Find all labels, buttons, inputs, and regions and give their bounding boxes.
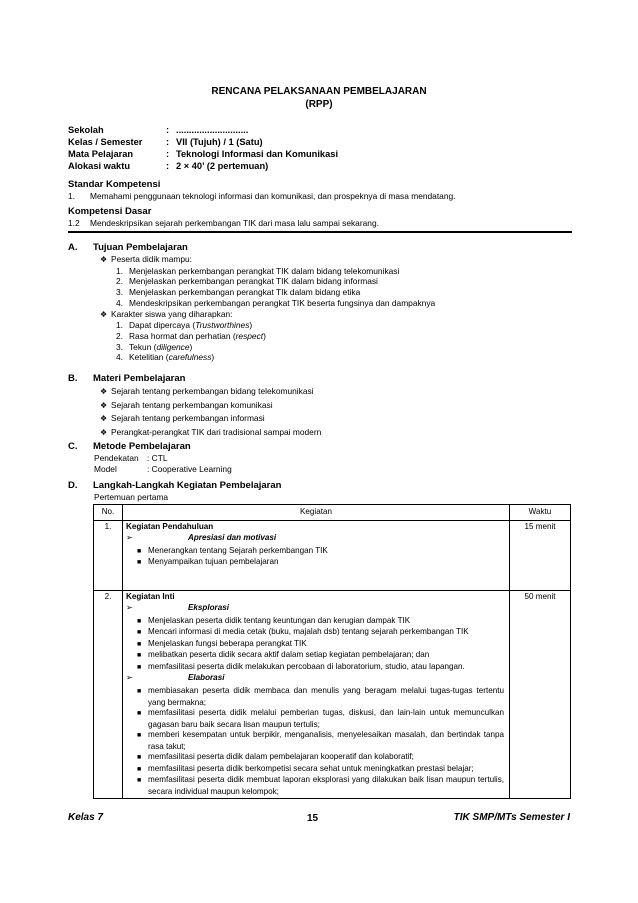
diamond-bullet-icon: ❖ [100,387,108,396]
arrow-item: ➢ Elaborasi [126,673,225,682]
list-item: 4. Ketelitian (carefulness) [116,352,215,363]
kompetensi-dasar [68,206,379,229]
identity-row: Alokasi waktu : 2 × 40’ (2 pertemuan) [68,161,269,171]
square-bullet-icon: ■ [137,710,142,717]
diamond-bullet-icon: ❖ [100,400,108,410]
identity-row: Kelas / Semester : VII (Tujuh) / 1 (Satu) [68,137,263,147]
identity-label: Mata Pelajaran [68,149,134,159]
square-bullet-icon: ■ [137,629,142,636]
list-item: 2. Menjelaskan perkembangan perangkat TIK dalam bidang informasi [116,276,378,287]
section-materi [68,373,321,439]
bullet-item: ❖ Perangkat-perangkat TIK dari tradisional sampai modern [68,426,321,440]
square-bullet-icon: ■ [137,663,142,671]
table-row [94,521,571,591]
square-bullet-icon: ■ [137,559,142,566]
table-header-row [94,505,571,521]
bullet-item: ❖ Sejarah tentang perkembangan informasi [68,412,321,426]
section-letter: B. [68,373,78,384]
arrow-bullet-icon: ➢ [126,673,133,682]
standar-kompetensi-heading: Standar Kompetensi [68,179,161,190]
diamond-bullet-icon: ❖ [100,427,108,437]
list-item: ■ Mencari informasi di media cetak (buku, majalah dsb) tentang sejarah perkembangan TIK [126,627,506,639]
diamond-bullet-icon: ❖ [100,309,108,319]
bullet-item: ❖ Peserta didik mampu: [100,254,192,264]
section-heading: Langkah-Langkah Kegiatan Pembelajaran [93,480,282,491]
list-item: ■ memfasilitasi peserta didik melakukan percobaan di laboratorium, studio, atau lapangan. [126,662,506,674]
identity-value: 2 × 40’ (2 pertemuan) [176,161,269,171]
method-row: Pendekatan : CTL [94,453,168,463]
square-bullet-icon: ■ [137,777,142,784]
identity-block [68,124,338,172]
identity-row: Sekolah : ............................ [68,125,249,135]
diamond-bullet-icon: ❖ [100,414,108,424]
document-title [60,85,578,111]
square-bullet-icon: ■ [137,640,142,648]
row-duration: 50 menit [510,591,571,799]
list-item: 4. Mendeskripsikan perkembangan perangkat TIK beserta fungsinya dan dampaknya [116,297,436,308]
list-item: ■ Menyampaikan tujuan pembelajaran [126,557,506,569]
table-row [94,591,571,799]
square-bullet-icon: ■ [137,617,142,625]
identity-label: Alokasi waktu [68,161,131,171]
diamond-bullet-icon: ❖ [100,255,108,264]
list-item: ■ memfasilitasi peserta didik melalui pemberian tugas, diskusi, dan lain-lain untuk memunculkan gagasan baru baik secara lisan maupun tertulis; [137,708,504,729]
list-item: ■ melibatkan peserta didik secara aktif dalam setiap kegiatan pembelajaran; dan [126,650,506,662]
section-tujuan [68,242,435,363]
row-duration: 15 menit [510,521,571,591]
list-item: ■ memfasilitasi peserta didik berkompetisi secara sehat untuk meningkatkan prestasi belajar; [126,764,506,776]
activity-table [93,504,571,799]
activity-title: Kegiatan Pendahuluan [126,522,214,531]
bullet-item: ❖ Sejarah tentang perkembangan komunikasi [68,399,321,413]
list-item: ■ memfasilitasi peserta didik membuat laporan eksplorasi yang dilakukan baik lisan maupun tertulis, secara individual maupun kelompok; [137,775,504,796]
identity-row: Mata Pelajaran : Teknologi Informasi dan Komunikasi [68,149,339,159]
list-item: ■ memfasilitasi peserta didik dalam pembelajaran kooperatif dan kolaboratif; [126,752,506,764]
page-number: 15 [307,813,319,824]
section-heading: Tujuan Pembelajaran [93,242,188,253]
square-bullet-icon: ■ [137,688,142,695]
kd-text: Mendeskripsikan sejarah perkembangan TIK dari masa lalu sampai sekarang. [90,218,379,228]
row-number: 2. [94,591,123,799]
identity-value: VII (Tujuh) / 1 (Satu) [176,137,263,147]
meeting-label: Pertemuan pertama [94,492,169,502]
sk-number: 1. [68,191,75,201]
section-langkah [68,480,281,503]
list-item: ■ Menjelaskan peserta didik tentang keuntungan dan kerugian dampak TIK [126,616,506,628]
identity-value: Teknologi Informasi dan Komunikasi [176,149,339,159]
divider-rule [68,231,572,233]
list-item: 3. Menjelaskan perkembangan perangkat TIk dalam bidang etika [116,287,361,298]
arrow-bullet-icon: ➢ [126,602,133,612]
list-item: 1. Menjelaskan perkembangan perangkat TIK dalam bidang telekomunikasi [116,265,400,276]
square-bullet-icon: ■ [137,652,142,659]
kompetensi-dasar-heading: Kompetensi Dasar [68,206,152,217]
square-bullet-icon: ■ [137,732,142,739]
square-bullet-icon: ■ [137,754,142,761]
section-letter: C. [68,441,78,452]
identity-label: Kelas / Semester [68,137,143,147]
title-line-1: RENCANA PELAKSANAAN PEMBELAJARAN [211,86,427,97]
list-item: ■ Menerangkan tentang Sejarah perkembangan TIK [126,546,506,558]
list-item: ■ membiasakan peserta didik membaca dan menulis yang beragam melalui tugas-tugas tertentu yang bermakna; [137,686,504,707]
footer-right: TIK SMP/MTs Semester I [453,812,570,823]
section-metode [68,441,232,474]
section-letter: D. [68,480,78,491]
square-bullet-icon: ■ [137,547,142,555]
header-kegiatan: Kegiatan [123,505,510,521]
row-number: 1. [94,521,123,591]
identity-label: Sekolah [68,125,104,135]
list-item: ■ memberi kesempatan untuk berpikir, menganalisis, menyelesaikan masalah, dan bertindak tanpa rasa takut; [137,730,504,751]
list-item: 3. Tekun (diligence) [116,341,193,352]
footer-left: Kelas 7 [68,812,104,823]
bullet-item: ❖ Karakter siswa yang diharapkan: [100,308,233,319]
section-heading: Materi Pembelajaran [93,373,186,384]
standar-kompetensi [68,179,455,202]
section-heading: Metode Pembelajaran [93,441,191,452]
list-item: ■ Menjelaskan fungsi beberapa perangkat TIK [126,639,506,651]
header-waktu: Waktu [510,505,571,521]
list-item: 2. Rasa hormat dan perhatian (respect) [116,330,266,341]
row-activity [123,521,510,591]
section-letter: A. [68,242,78,253]
arrow-item: ➢ Eksplorasi [126,602,229,612]
list-item: 1. Dapat dipercaya (Trustworthines) [116,320,253,331]
arrow-bullet-icon: ➢ [126,532,133,542]
sk-text: Memahami penggunaan teknologi informasi dan komunikasi, dan prospeknya di masa mendatang. [90,191,456,201]
kd-number: 1.2 [68,218,80,228]
header-no: No. [94,505,123,521]
square-bullet-icon: ■ [137,765,142,773]
identity-value: ............................ [176,125,249,135]
method-row: Model : Cooperative Learning [94,463,232,474]
arrow-item: ➢ Apresiasi dan motivasi [126,532,277,542]
activity-title: Kegiatan Inti [126,592,175,601]
bullet-item: ❖ Sejarah tentang perkembangan bidang telekomunikasi [68,385,321,399]
row-activity [123,591,510,799]
title-line-2: (RPP) [305,99,333,110]
